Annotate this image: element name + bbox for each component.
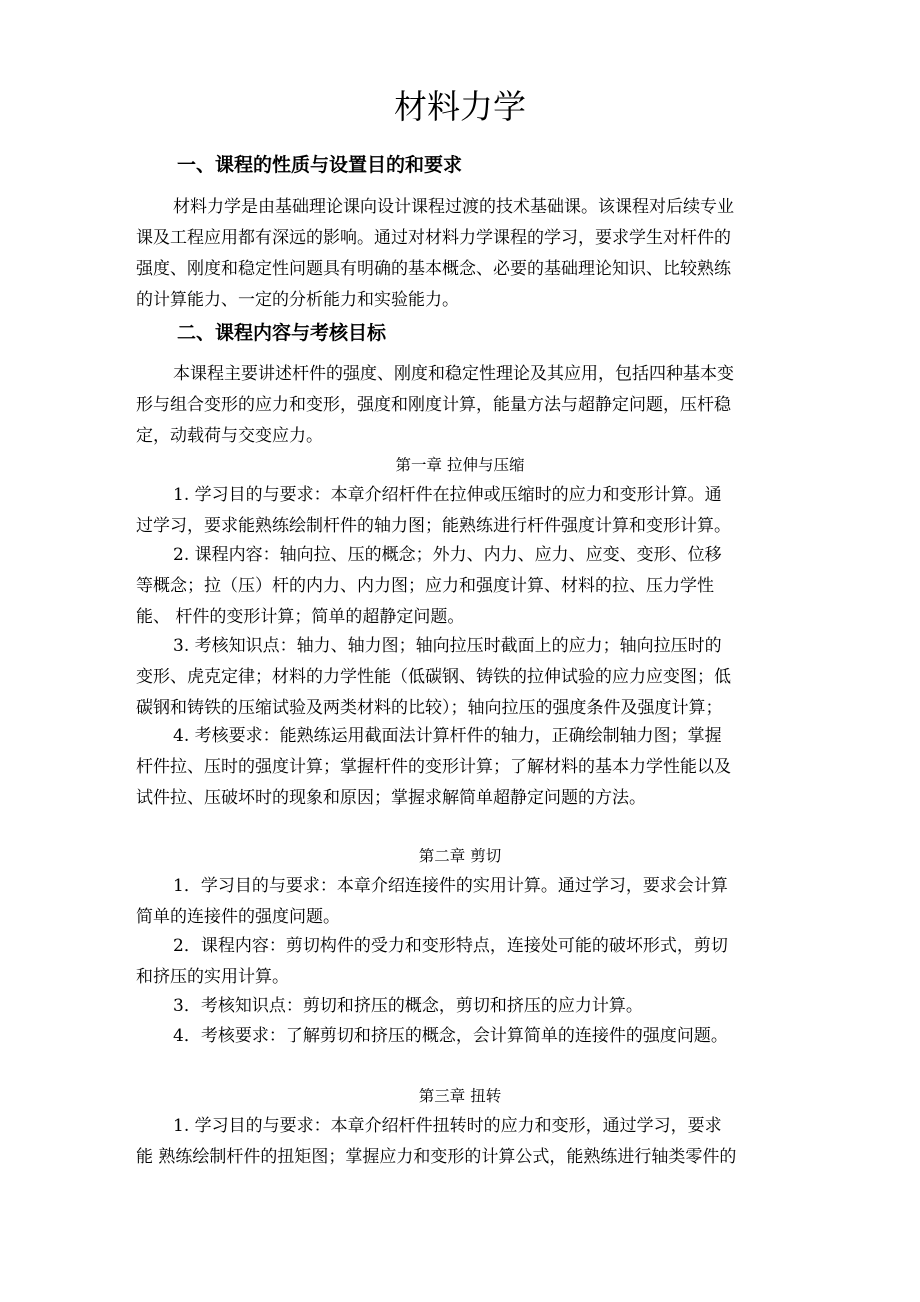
chapter-item <box>136 931 791 993</box>
chapter-item <box>136 480 791 542</box>
text-line: 能 熟练绘制杆件的扭矩图；掌握应力和变形的计算公式，能熟练进行轴类零件的 <box>136 1147 737 1167</box>
section-heading: 一、课程的性质与设置目的和要求 <box>177 154 463 176</box>
text-line: 等概念；拉（压）杆的内力、内力图；应力和强度计算、材料的拉、压力学性 <box>136 576 714 596</box>
text-line: 强度、刚度和稳定性问题具有明确的基本概念、必要的基础理论知识、比较熟练 <box>136 259 731 279</box>
text-line: 1．学习目的与要求：本章介绍连接件的实用计算。通过学习，要求会计算 <box>173 876 728 896</box>
text-line: 变形、虎克定律；材料的力学性能（低碳钢、铸铁的拉伸试验的应力应变图；低 <box>136 667 731 687</box>
text-line: 本课程主要讲述杆件的强度、刚度和稳定性理论及其应用，包括四种基本变 <box>173 364 734 384</box>
text-line: 3．考核知识点：剪切和挤压的概念，剪切和挤压的应力计算。 <box>173 996 643 1016</box>
chapter-item <box>136 721 791 814</box>
text-line: 4. 考核要求：能熟练运用截面法计算杆件的轴力，正确绘制轴力图；掌握 <box>173 726 722 746</box>
text-line: 的计算能力、一定的分析能力和实验能力。 <box>136 290 459 310</box>
text-line: 2．课程内容：剪切构件的受力和变形特点，连接处可能的破坏形式，剪切 <box>173 936 728 956</box>
paragraph <box>136 192 791 316</box>
text-line: 材料力学是由基础理论课向设计课程过渡的技术基础课。该课程对后续专业 <box>173 197 734 217</box>
chapter-item <box>136 1021 791 1052</box>
section-heading: 二、课程内容与考核目标 <box>177 322 387 344</box>
chapter-title: 第一章 拉伸与压缩 <box>395 456 525 474</box>
chapter-item <box>136 991 791 1022</box>
chapter-item <box>136 871 791 933</box>
text-line: 试件拉、压破坏时的现象和原因；掌握求解简单超静定问题的方法。 <box>136 788 646 808</box>
document-title: 材料力学 <box>394 87 526 126</box>
paragraph <box>136 359 791 452</box>
text-line: 课及工程应用都有深远的影响。通过对材料力学课程的学习，要求学生对杆件的 <box>136 228 731 248</box>
text-line: 3. 考核知识点：轴力、轴力图；轴向拉压时截面上的应力；轴向拉压时的 <box>173 636 722 656</box>
text-line: 2. 课程内容：轴向拉、压的概念；外力、内力、应力、应变、变形、位移 <box>173 545 722 565</box>
text-line: 1. 学习目的与要求：本章介绍杆件扭转时的应力和变形，通过学习，要求 <box>173 1116 722 1136</box>
chapter-item <box>136 631 791 724</box>
text-line: 杆件拉、压时的强度计算；掌握杆件的变形计算；了解材料的基本力学性能以及 <box>136 757 731 777</box>
text-line: 碳钢和铸铁的压缩试验及两类材料的比较）；轴向拉压的强度条件及强度计算； <box>136 698 723 718</box>
text-line: 形与组合变形的应力和变形，强度和刚度计算，能量方法与超静定问题，压杆稳 <box>136 395 731 415</box>
chapter-item <box>136 540 791 633</box>
text-line: 和挤压的实用计算。 <box>136 967 289 987</box>
chapter-title: 第三章 扭转 <box>418 1087 502 1105</box>
text-line: 简单的连接件的强度问题。 <box>136 907 340 927</box>
text-line: 4．考核要求：了解剪切和挤压的概念，会计算简单的连接件的强度问题。 <box>173 1026 728 1046</box>
chapter-item <box>136 1111 791 1173</box>
text-line: 1. 学习目的与要求：本章介绍杆件在拉伸或压缩时的应力和变形计算。通 <box>173 485 722 505</box>
chapter-title: 第二章 剪切 <box>418 847 502 865</box>
text-line: 定，动载荷与交变应力。 <box>136 426 323 446</box>
text-line: 能、 杆件的变形计算；简单的超静定问题。 <box>136 607 465 627</box>
text-line: 过学习，要求能熟练绘制杆件的轴力图；能熟练进行杆件强度计算和变形计算。 <box>136 516 731 536</box>
